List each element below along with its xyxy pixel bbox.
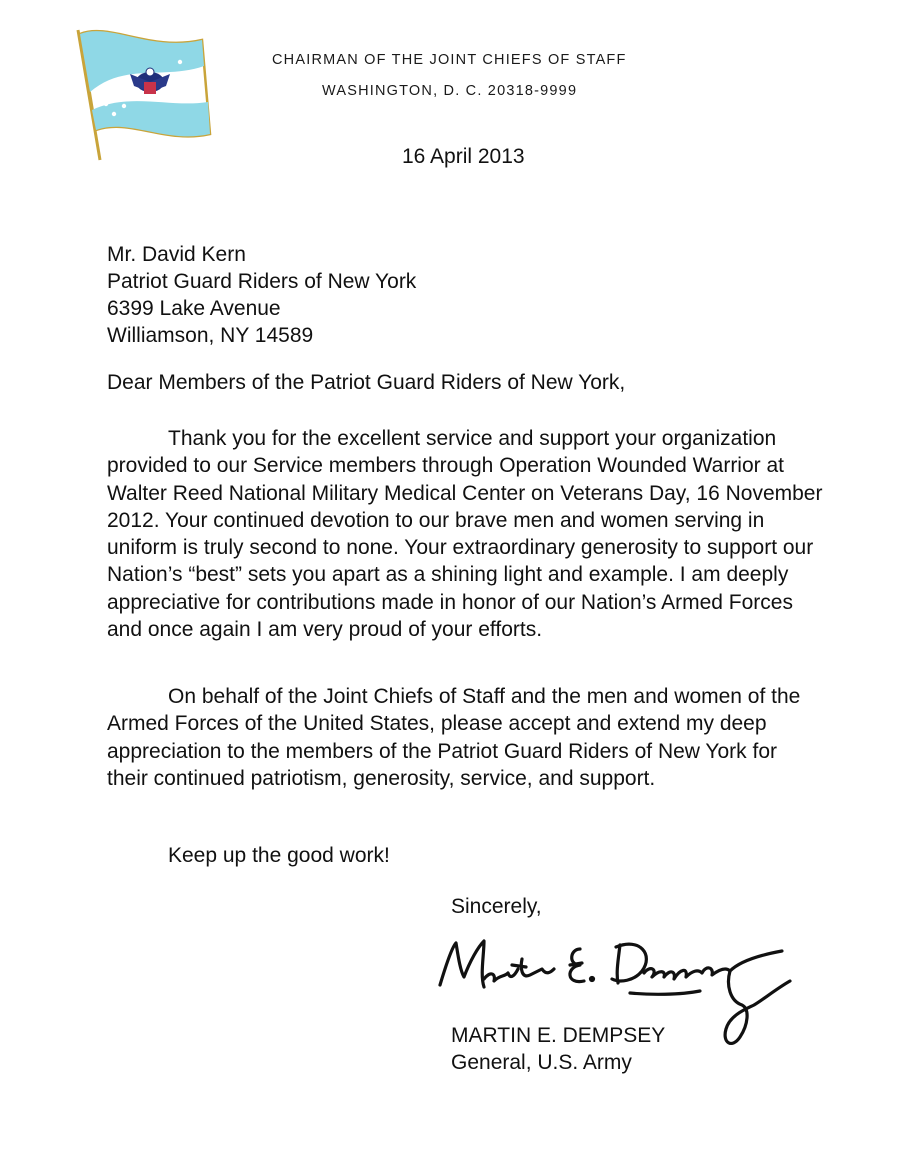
complimentary-close: Sincerely,: [451, 895, 542, 918]
letterhead-office: CHAIRMAN OF THE JOINT CHIEFS OF STAFF: [272, 52, 627, 68]
body-paragraph-1-text: Thank you for the excellent service and support your organization provided to our Service members through Operation Wounded Warrior at Walter Reed National Military Medical Center on Veterans Day, 16 November 2012. Your continued devotion to our brave men and women serving in uniform is truly second to none. Your extraordinary generosity to support our Nation’s “best” sets you apart as a shining light and example. I am deeply appreciative for contributions made in honor of our Nation’s Armed Forces and once again I am very proud of your efforts.: [107, 427, 823, 642]
signer-name: MARTIN E. DEMPSEY: [451, 1024, 666, 1047]
signer-block: [451, 1022, 665, 1076]
salutation: Dear Members of the Patriot Guard Riders of New York,: [107, 371, 626, 394]
letter-date: 16 April 2013: [402, 145, 525, 168]
closing-line: Keep up the good work!: [168, 844, 390, 867]
chairman-flag-logo: [70, 22, 220, 164]
letterhead-location: WASHINGTON, D. C. 20318-9999: [322, 83, 578, 99]
body-paragraph-2-text: On behalf of the Joint Chiefs of Staff and the men and women of the Armed Forces of the United States, please accept and extend my deep appreciation to the members of the Patriot Guard Riders of New York for their continued patriotism, generosity, service, and support.: [107, 685, 801, 790]
body-paragraph-2: [107, 683, 823, 792]
recipient-name: Mr. David Kern: [107, 243, 246, 266]
body-paragraph-1: [107, 425, 823, 643]
recipient-city-state-zip: Williamson, NY 14589: [107, 324, 314, 347]
recipient-organization: Patriot Guard Riders of New York: [107, 270, 417, 293]
signer-title: General, U.S. Army: [451, 1051, 632, 1074]
recipient-street: 6399 Lake Avenue: [107, 297, 281, 320]
recipient-address: [107, 241, 416, 349]
